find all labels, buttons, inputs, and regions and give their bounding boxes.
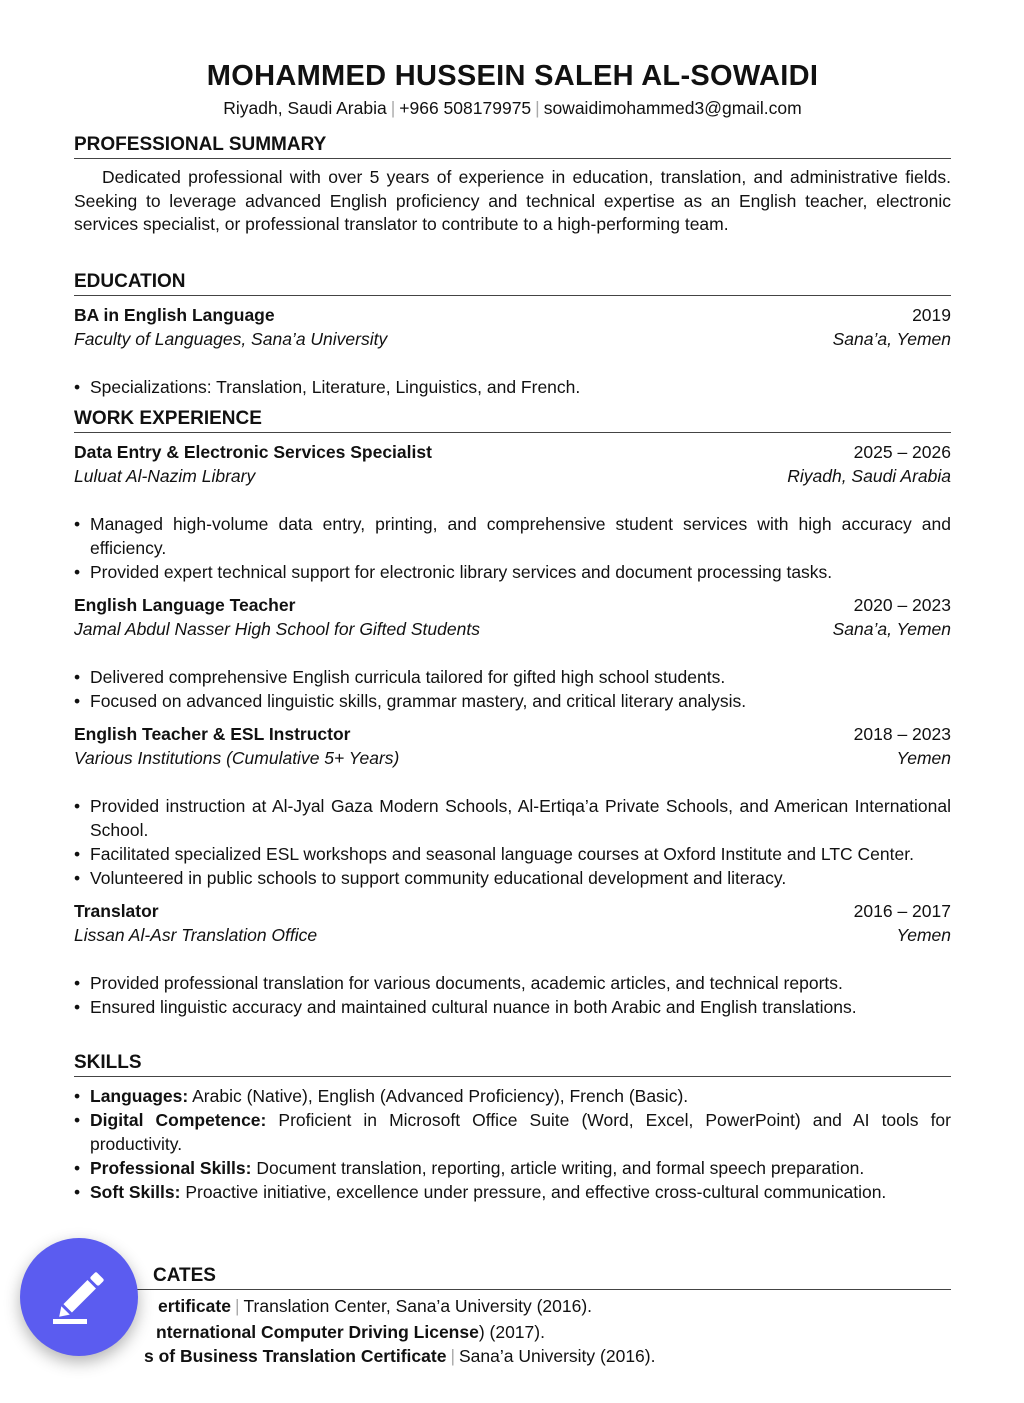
job-title: Translator (74, 901, 159, 921)
certificate-item (144, 1344, 655, 1368)
job-place: Yemen (896, 748, 951, 768)
list-item: • Managed high-volume data entry, printing, and comprehensive student services with high accuracy and efficiency. (74, 512, 951, 560)
certificates-section (74, 1265, 951, 1297)
section-heading-text: CATES (153, 1265, 216, 1286)
job-org: Various Institutions (Cumulative 5+ Years) (74, 748, 400, 768)
separator: | (390, 98, 396, 118)
cert-detail: ) (2017). (478, 1322, 545, 1342)
edit-button[interactable] (20, 1238, 138, 1356)
skill-item (74, 1156, 951, 1180)
section-heading: WORK EXPERIENCE (74, 408, 951, 433)
skill-text: Arabic (Native), English (Advanced Proficiency), French (Basic). (192, 1086, 689, 1106)
separator: | (450, 1346, 455, 1366)
place: Sana’a, Yemen (832, 329, 951, 349)
cert-title: s of Business Translation Certificate (144, 1346, 447, 1366)
summary-section (74, 134, 951, 237)
skill-label: Languages: (90, 1086, 189, 1106)
summary-text: Dedicated professional with over 5 years of experience in education, translation, and administrative fields. Seeking to leverage advanced English proficiency and technical expertise as an English teacher, electronic services specialist, or professional translator to contribute to a high-performing team. (74, 167, 951, 234)
job-entry (74, 722, 951, 899)
cert-title: nternational Computer Driving License (156, 1322, 479, 1342)
section-heading: SKILLS (74, 1052, 951, 1077)
skill-label: Soft Skills: (90, 1182, 181, 1202)
skill-text: Proficient in Microsoft Office Suite (Word, Excel, PowerPoint) and AI tools for productivity. (90, 1110, 951, 1154)
job-dates: 2025 – 2026 (853, 442, 951, 462)
list-item: • Delivered comprehensive English curricula tailored for gifted high school students. (74, 665, 951, 689)
job-place: Riyadh, Saudi Arabia (787, 466, 951, 486)
section-heading: PROFESSIONAL SUMMARY (74, 134, 951, 159)
list-item: • Provided instruction at Al-Jyal Gaza Modern Schools, Al-Ertiqa’a Private Schools, and American International School. (74, 794, 951, 842)
job-dates: 2016 – 2017 (853, 901, 951, 921)
skill-label: Professional Skills: (90, 1158, 252, 1178)
job-title: English Language Teacher (74, 595, 296, 615)
candidate-name: MOHAMMED HUSSEIN SALEH AL-SOWAIDI (206, 60, 819, 92)
location: Riyadh, Saudi Arabia (223, 98, 387, 118)
job-org: Jamal Abdul Nasser High School for Gifted Students (74, 619, 480, 639)
separator: | (535, 98, 540, 118)
list-item: • Ensured linguistic accuracy and maintained cultural nuance in both Arabic and English translations. (74, 995, 951, 1019)
cert-detail: Translation Center, Sana’a University (2016). (243, 1296, 593, 1316)
section-heading: EDUCATION (74, 271, 951, 296)
year: 2019 (912, 305, 951, 325)
list-item: • Provided expert technical support for electronic library services and document processing tasks. (74, 560, 951, 584)
list-item: • Provided professional translation for various documents, academic articles, and technical reports. (74, 971, 951, 995)
contact-line (74, 98, 951, 119)
skill-label: Digital Competence: (90, 1110, 267, 1130)
job-entry (74, 593, 951, 722)
skill-item (74, 1084, 951, 1108)
list-item: • Facilitated specialized ESL workshops and seasonal language courses at Oxford Institute and LTC Center. (74, 842, 951, 866)
job-title: English Teacher & ESL Instructor (74, 724, 351, 744)
certificate-item (158, 1294, 592, 1318)
degree: BA in English Language (74, 305, 275, 325)
education-section (74, 271, 951, 399)
school: Faculty of Languages, Sana’a University (74, 329, 388, 349)
job-org: Lissan Al-Asr Translation Office (74, 925, 318, 945)
job-place: Yemen (896, 925, 951, 945)
skill-item (74, 1108, 951, 1156)
separator: | (234, 1296, 240, 1316)
job-entry (74, 899, 951, 1028)
pencil-icon (47, 1265, 111, 1329)
cert-title: ertificate (158, 1296, 231, 1316)
job-title: Data Entry & Electronic Services Specialist (74, 442, 432, 462)
cert-detail: Sana’a University (2016). (459, 1346, 656, 1366)
list-item: • Volunteered in public schools to support community educational development and literacy. (74, 866, 951, 890)
list-item: • Specializations: Translation, Literature, Linguistics, and French. (74, 375, 951, 399)
skill-item (74, 1180, 951, 1204)
skill-text: Document translation, reporting, article writing, and formal speech preparation. (256, 1158, 865, 1178)
work-section (74, 408, 951, 1028)
skill-text: Proactive initiative, excellence under pressure, and effective cross-cultural communication. (185, 1182, 887, 1202)
job-place: Sana’a, Yemen (832, 619, 951, 639)
email[interactable]: sowaidimohammed3@gmail.com (543, 98, 802, 118)
certificate-item (156, 1320, 545, 1344)
job-org: Luluat Al-Nazim Library (74, 466, 256, 486)
list-item: • Focused on advanced linguistic skills, grammar mastery, and critical literary analysis. (74, 689, 951, 713)
section-heading (74, 1265, 951, 1290)
job-dates: 2020 – 2023 (853, 595, 951, 615)
skills-section (74, 1052, 951, 1204)
job-entry (74, 440, 951, 593)
phone: +966 508179975 (399, 98, 532, 118)
job-dates: 2018 – 2023 (853, 724, 951, 744)
